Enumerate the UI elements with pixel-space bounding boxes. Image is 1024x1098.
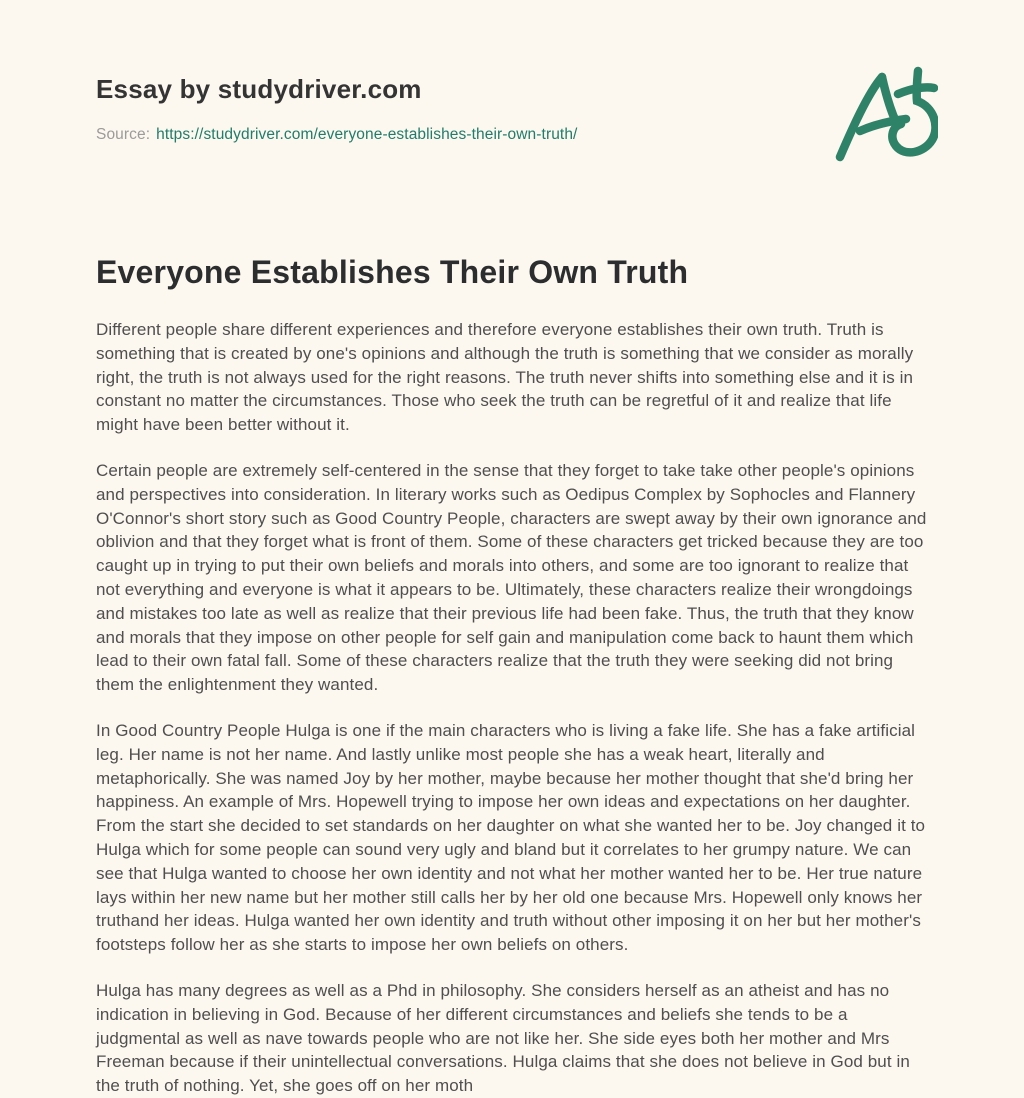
essay-body (96, 318, 927, 1098)
page-title: Essay by studydriver.com (96, 74, 422, 104)
essay-paragraph-2: Certain people are extremely self-centered in the sense that they forget to take take other people's opinions and perspectives into consideration. In literary works such as Oedipus Complex by Sophocles and Flannery O'Connor's short story such as Good Country People, characters are swept away by their own ignorance and oblivion and that they forget what is front of them. Some of these characters get tricked because they are too caught up in trying to put their own beliefs and morals into others, and some are too ignorant to realize that not everything and everyone is what it appears to be. Ultimately, these characters realize their wrongdoings and mistakes too late as well as realize that their previous life had been fake. Thus, the truth that they know and morals that they impose on other people for self gain and manipulation come back to haunt them which lead to their own fatal fall. Some of these characters realize that the truth they were seeking did not bring them the enlightenment they wanted. (96, 460, 927, 695)
source-row (96, 126, 927, 144)
source-label: Source: (96, 126, 151, 143)
essay-title: Everyone Establishes Their Own Truth (96, 254, 689, 290)
essay-paragraph-1: Different people share different experiences and therefore everyone establishes their own truth. Truth is something that is created by one's opinions and although the truth is something that we consider as morally right, the truth is not always used for the right reasons. The truth never shifts into something else and it is in constant no matter the circumstances. Those who seek the truth can be regretful of it and realize that life might have been better without it. (96, 320, 914, 435)
essay-paragraph-3: In Good Country People Hulga is one if the main characters who is living a fake life. She has a fake artificial leg. Her name is not her name. And lastly unlike most people she has a weak heart, literally and metaphorically. She was named Joy by her mother, maybe because her mother thought that she'd bring her happiness. An example of Mrs. Hopewell trying to impose her own ideas and expectations on her daughter. From the start she decided to set standards on her daughter on what she wanted her to be. Joy changed it to Hulga which for some people can sound very ugly and bland but it correlates to her grumpy nature. We can see that Hulga wanted to choose her own identity and not what her mother wanted her to be. Her true nature lays within her new name but her mother still calls her by her old one because Mrs. Hopewell only knows her truthand her ideas. Hulga wanted her own identity and truth without other imposing it on her but her mother's footsteps follow her as she starts to impose her own beliefs on others. (96, 720, 926, 955)
essay-content (0, 74, 1024, 1098)
studydriver-logo (832, 66, 938, 164)
a-plus-logo-icon (832, 151, 938, 168)
essay-paragraph-4: Hulga has many degrees as well as a Phd in philosophy. She considers herself as an atheist and has no indication in believing in God. Because of her different circumstances and beliefs she tends to be a judgmental as well as nave towards people who are not like her. She side eyes both her mother and Mrs Freeman because if their unintellectual conversations. Hulga claims that she does not believe in God but in the truth of nothing. Yet, she goes off on her moth (96, 980, 910, 1096)
source-link[interactable]: https://studydriver.com/everyone-establishes-their-own-truth/ (156, 126, 578, 143)
